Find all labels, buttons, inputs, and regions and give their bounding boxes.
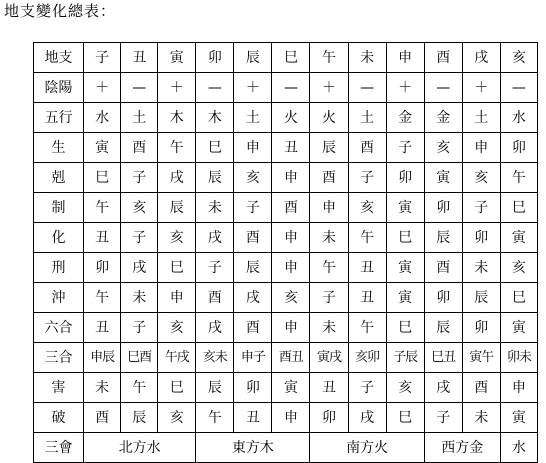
table-cell: 寅 [386, 193, 424, 223]
table-cell: 申 [234, 133, 272, 163]
table-cell: 未 [462, 403, 500, 433]
table-cell: 亥 [234, 163, 272, 193]
row-label: 化 [34, 223, 84, 253]
table-cell: ＋ [386, 73, 424, 103]
table-cell: 酉 [424, 253, 462, 283]
table-cell: — [348, 73, 386, 103]
table-cell: 丑 [234, 403, 272, 433]
row-label: 地支 [34, 43, 84, 73]
table-cell: 寅 [500, 313, 537, 343]
table-cell: 申 [272, 253, 310, 283]
table-cell: 午 [84, 193, 121, 223]
table-cell: 卯 [424, 283, 462, 313]
table-row [34, 313, 538, 343]
table-cell: 亥 [348, 193, 386, 223]
sanhui-group-cell: 東方木 [196, 433, 310, 463]
table-cell: 酉丑 [272, 343, 310, 373]
table-cell: 亥 [158, 223, 196, 253]
table-cell: 戌 [348, 403, 386, 433]
table-cell: 土 [121, 103, 158, 133]
table-cell: 亥 [158, 403, 196, 433]
row-label: 五行 [34, 103, 84, 133]
table-row [34, 343, 538, 373]
table-cell: 火 [272, 103, 310, 133]
table-cell: 亥 [121, 193, 158, 223]
table-cell: 巳 [386, 403, 424, 433]
table-row-sanhui [34, 433, 538, 463]
table-cell: 申 [462, 133, 500, 163]
table-row [34, 373, 538, 403]
row-label: 破 [34, 403, 84, 433]
table-cell: 卯 [196, 43, 234, 73]
row-label: 剋 [34, 163, 84, 193]
table-cell: 卯 [386, 163, 424, 193]
table-cell: 辰 [158, 193, 196, 223]
table-cell: 亥 [272, 283, 310, 313]
table-cell: ＋ [84, 73, 121, 103]
table-cell: 辰 [234, 43, 272, 73]
table-cell: 未 [310, 223, 348, 253]
table-cell: 午 [196, 403, 234, 433]
table-cell: 午戌 [158, 343, 196, 373]
table-cell: 金 [424, 103, 462, 133]
table-cell: 水 [500, 103, 537, 133]
table-cell: 未 [196, 193, 234, 223]
table-cell: — [272, 73, 310, 103]
table-cell: 寅 [386, 283, 424, 313]
table-cell: 子 [121, 223, 158, 253]
table-cell: 巳 [500, 193, 537, 223]
table-cell: 水 [84, 103, 121, 133]
table-cell: 亥 [424, 133, 462, 163]
table-cell: 子 [424, 403, 462, 433]
table-cell: 酉 [234, 313, 272, 343]
table-cell: 寅 [500, 403, 537, 433]
table-cell: 木 [158, 103, 196, 133]
table-cell: 巳 [158, 253, 196, 283]
table-cell: 午 [84, 283, 121, 313]
table-cell: 申 [272, 223, 310, 253]
table-cell: 土 [234, 103, 272, 133]
table-cell: 午 [500, 163, 537, 193]
table-cell: 辰 [424, 313, 462, 343]
table-cell: — [121, 73, 158, 103]
table-cell: 辰 [424, 223, 462, 253]
table-cell: 未 [310, 313, 348, 343]
table-cell: 卯 [462, 223, 500, 253]
row-label: 生 [34, 133, 84, 163]
table-cell: 巳酉 [121, 343, 158, 373]
table-cell: 子 [310, 283, 348, 313]
table-cell: ＋ [234, 73, 272, 103]
table-cell: 卯 [84, 253, 121, 283]
table-cell: 丑 [84, 223, 121, 253]
table-cell: 巳 [84, 163, 121, 193]
table-cell: 子 [462, 193, 500, 223]
table-cell: 丑 [121, 43, 158, 73]
table-cell: 酉 [121, 133, 158, 163]
sanhui-group-cell: 南方火 [310, 433, 424, 463]
table-cell: 酉 [84, 403, 121, 433]
table-cell: — [500, 73, 537, 103]
table-cell: 戌 [234, 283, 272, 313]
table-row [34, 73, 538, 103]
sanhui-group-cell: 北方水 [84, 433, 196, 463]
table-cell: 戌 [196, 313, 234, 343]
table-cell: 戌 [196, 223, 234, 253]
table-cell: 申 [158, 283, 196, 313]
table-cell: 巳 [386, 223, 424, 253]
table-cell: 亥 [500, 43, 537, 73]
table-cell: 申子 [234, 343, 272, 373]
table-row [34, 133, 538, 163]
table-cell: 午 [121, 373, 158, 403]
table-cell: 巳丑 [424, 343, 462, 373]
table-cell: 酉 [234, 223, 272, 253]
table-cell: 木 [196, 103, 234, 133]
table-cell: 寅 [500, 223, 537, 253]
table-cell: 巳 [500, 283, 537, 313]
table-cell: 申 [500, 373, 537, 403]
table-cell: 辰 [310, 133, 348, 163]
table-cell: 火 [310, 103, 348, 133]
table-cell: 寅午 [462, 343, 500, 373]
table-cell: 午 [348, 313, 386, 343]
table-cell: 午 [158, 133, 196, 163]
table-cell: 丑 [310, 373, 348, 403]
table-cell: 丑 [272, 133, 310, 163]
table-cell: 丑 [348, 253, 386, 283]
table-cell: 申 [386, 43, 424, 73]
table-cell: 寅戌 [310, 343, 348, 373]
table-cell: 亥 [462, 163, 500, 193]
row-label: 制 [34, 193, 84, 223]
table-cell: 辰 [196, 163, 234, 193]
table-cell: ＋ [310, 73, 348, 103]
table-cell: — [424, 73, 462, 103]
table-cell: 寅 [424, 163, 462, 193]
table-row [34, 193, 538, 223]
table-cell: 申辰 [84, 343, 121, 373]
table-cell: 卯 [424, 193, 462, 223]
table-cell: 未 [84, 373, 121, 403]
table-cell: 午 [348, 223, 386, 253]
table-row [34, 43, 538, 73]
table-cell: 卯 [234, 373, 272, 403]
table-cell: ＋ [158, 73, 196, 103]
table-cell: 午 [310, 43, 348, 73]
table-cell: 亥 [386, 373, 424, 403]
table-cell: — [196, 73, 234, 103]
table-row [34, 163, 538, 193]
table-cell: 戌 [121, 253, 158, 283]
table-cell: 酉 [196, 283, 234, 313]
table-cell: 申 [310, 193, 348, 223]
table-cell: 卯 [462, 313, 500, 343]
table-cell: 子 [234, 193, 272, 223]
table-cell: 寅 [272, 373, 310, 403]
table-cell: 酉 [348, 133, 386, 163]
table-cell: 辰 [462, 283, 500, 313]
table-cell: ＋ [462, 73, 500, 103]
table-cell: 卯未 [500, 343, 537, 373]
sanhui-group-cell: 西方金 [424, 433, 500, 463]
table-cell: 亥未 [196, 343, 234, 373]
row-label: 三會 [34, 433, 84, 463]
table-row [34, 223, 538, 253]
table-cell: 亥 [500, 253, 537, 283]
table-cell: 酉 [424, 43, 462, 73]
table-cell: 子 [348, 373, 386, 403]
table-cell: 丑 [84, 313, 121, 343]
table-row [34, 103, 538, 133]
sanhui-group-cell: 水 [500, 433, 537, 463]
table-cell: 巳 [272, 43, 310, 73]
table-cell: 寅 [84, 133, 121, 163]
table-cell: 申 [272, 163, 310, 193]
row-label: 陰陽 [34, 73, 84, 103]
table-cell: 寅 [386, 253, 424, 283]
table-cell: 酉 [462, 373, 500, 403]
table-cell: 子 [196, 253, 234, 283]
table-cell: 子 [386, 133, 424, 163]
table-cell: 申 [272, 403, 310, 433]
table-cell: 卯 [310, 403, 348, 433]
table-row [34, 283, 538, 313]
table-cell: 申 [272, 313, 310, 343]
table-cell: 午 [310, 253, 348, 283]
table-cell: 酉 [310, 163, 348, 193]
earthly-branch-table [33, 42, 538, 463]
page-title: 地支變化總表： [4, 2, 117, 20]
table-cell: 子 [121, 163, 158, 193]
row-label: 沖 [34, 283, 84, 313]
row-label: 六合 [34, 313, 84, 343]
table-cell: 辰 [121, 403, 158, 433]
table-cell: 酉 [272, 193, 310, 223]
row-label: 害 [34, 373, 84, 403]
table-cell: 未 [348, 43, 386, 73]
table-cell: 土 [462, 103, 500, 133]
table-cell: 巳 [158, 373, 196, 403]
table-cell: 未 [462, 253, 500, 283]
table-cell: 辰 [196, 373, 234, 403]
table-cell: 子 [348, 163, 386, 193]
table-cell: 寅 [158, 43, 196, 73]
table-cell: 土 [348, 103, 386, 133]
table-cell: 辰 [234, 253, 272, 283]
table-cell: 戌 [158, 163, 196, 193]
table-cell: 子辰 [386, 343, 424, 373]
table-row [34, 403, 538, 433]
table-cell: 子 [84, 43, 121, 73]
table-cell: 卯 [500, 133, 537, 163]
table-cell: 巳 [196, 133, 234, 163]
table-cell: 金 [386, 103, 424, 133]
table-body [34, 43, 538, 463]
table-cell: 戌 [424, 373, 462, 403]
row-label: 刑 [34, 253, 84, 283]
row-label: 三合 [34, 343, 84, 373]
table-cell: 子 [121, 313, 158, 343]
table-cell: 丑 [348, 283, 386, 313]
table-cell: 巳 [386, 313, 424, 343]
table-cell: 亥 [158, 313, 196, 343]
table-row [34, 253, 538, 283]
table-cell: 亥卯 [348, 343, 386, 373]
table-cell: 未 [121, 283, 158, 313]
table-cell: 戌 [462, 43, 500, 73]
